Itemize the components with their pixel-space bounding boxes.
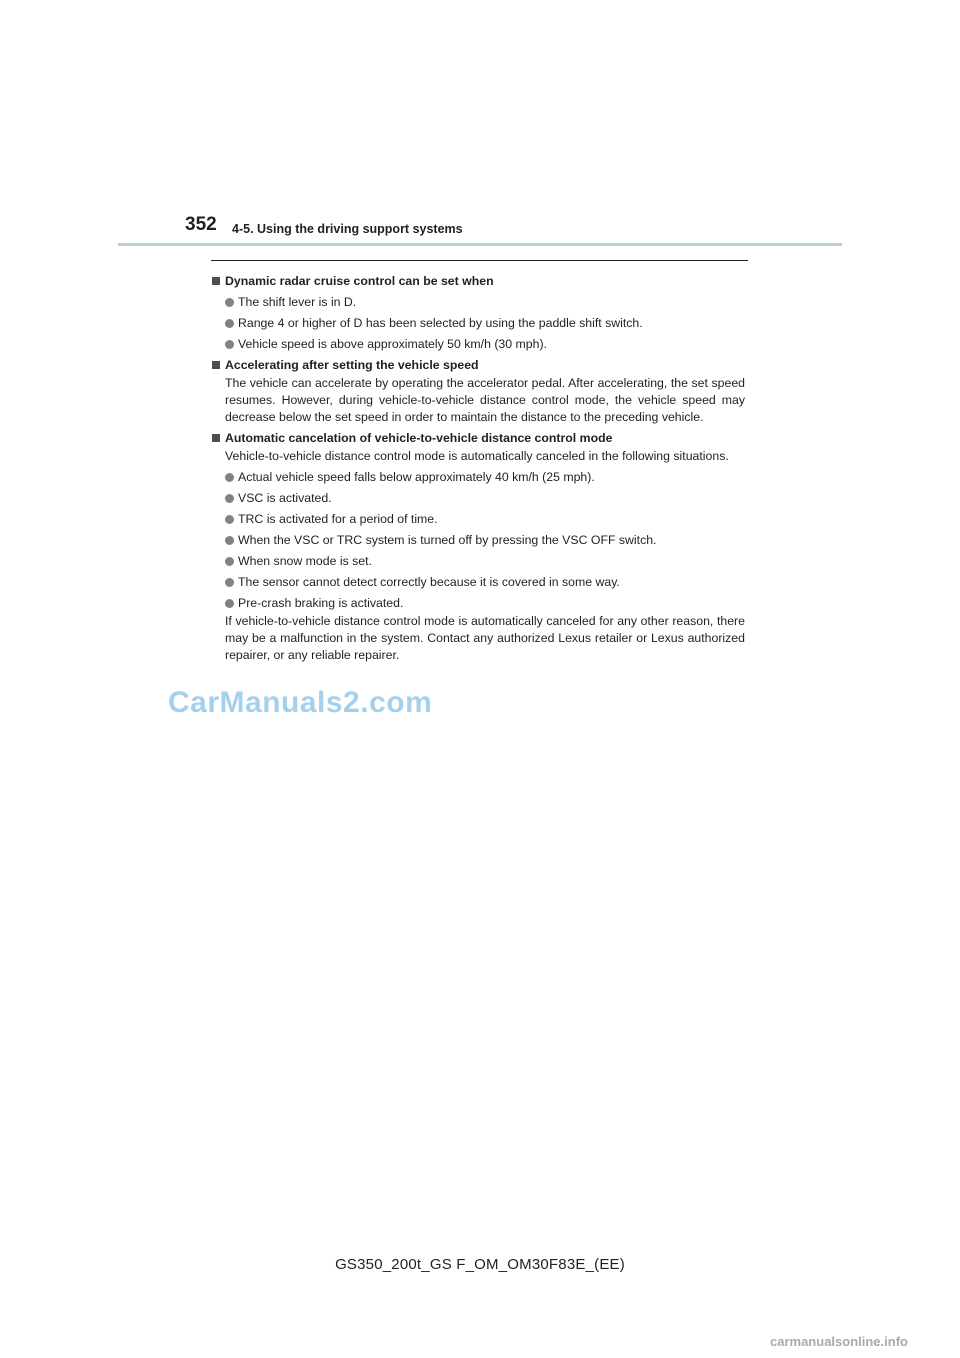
page-content — [211, 269, 745, 664]
list-item-text: The shift lever is in D. — [238, 295, 357, 309]
list-item-text: The sensor cannot detect correctly because it is covered in some way. — [238, 575, 620, 589]
circle-bullet-icon — [225, 298, 234, 307]
section-heading — [211, 357, 745, 374]
paragraph: The vehicle can accelerate by operating the accelerator pedal. After accelerating, the set speed resumes. However, during vehicle-to-vehicle distance control mode, the vehicle speed may decrease below the set speed in order to maintain the distance to the preceding vehicle. — [225, 376, 745, 424]
list-item-text: TRC is activated for a period of time. — [238, 512, 438, 526]
circle-bullet-icon — [225, 319, 234, 328]
square-bullet-icon — [212, 361, 220, 369]
heading-text: Accelerating after setting the vehicle speed — [225, 358, 479, 372]
square-bullet-icon — [212, 277, 220, 285]
section-heading — [211, 430, 745, 447]
list-item — [211, 469, 745, 486]
circle-bullet-icon — [225, 473, 234, 482]
watermark-link[interactable]: carmanualsonline.info — [770, 1334, 908, 1349]
circle-bullet-icon — [225, 494, 234, 503]
content-rule — [211, 260, 748, 261]
list-item — [211, 595, 745, 612]
circle-bullet-icon — [225, 578, 234, 587]
list-item-text: Range 4 or higher of D has been selected by using the paddle shift switch. — [238, 316, 643, 330]
list-item-text: VSC is activated. — [238, 491, 332, 505]
heading-text: Automatic cancelation of vehicle-to-vehicle distance control mode — [225, 431, 613, 445]
list-item-text: When snow mode is set. — [238, 554, 372, 568]
watermark-logo: CarManuals2.com — [168, 686, 433, 719]
list-item — [211, 511, 745, 528]
list-item — [211, 574, 745, 591]
circle-bullet-icon — [225, 340, 234, 349]
paragraph: Vehicle-to-vehicle distance control mode is automatically canceled in the following situations. — [225, 449, 729, 463]
list-item-text: Vehicle speed is above approximately 50 km/h (30 mph). — [238, 337, 547, 351]
list-item — [211, 294, 745, 311]
list-item — [211, 553, 745, 570]
circle-bullet-icon — [225, 515, 234, 524]
list-item — [211, 315, 745, 332]
page-number: 352 — [185, 214, 217, 235]
square-bullet-icon — [212, 434, 220, 442]
footer-document-code: GS350_200t_GS F_OM_OM30F83E_(EE) — [335, 1256, 625, 1273]
header-rule — [118, 243, 842, 246]
circle-bullet-icon — [225, 536, 234, 545]
list-item — [211, 490, 745, 507]
list-item — [211, 336, 745, 353]
section-heading — [211, 273, 745, 290]
list-item-text: Actual vehicle speed falls below approximately 40 km/h (25 mph). — [238, 470, 595, 484]
list-item-text: Pre-crash braking is activated. — [238, 596, 404, 610]
heading-text: Dynamic radar cruise control can be set when — [225, 274, 494, 288]
list-item-text: When the VSC or TRC system is turned off by pressing the VSC OFF switch. — [238, 533, 657, 547]
circle-bullet-icon — [225, 557, 234, 566]
section-title: 4-5. Using the driving support systems — [232, 222, 463, 236]
list-item — [211, 532, 745, 549]
paragraph: If vehicle-to-vehicle distance control mode is automatically canceled for any other reason, there may be a malfunction in the system. Contact any authorized Lexus retailer or Lexus authorized repairer, or any reliable repairer. — [225, 614, 745, 662]
circle-bullet-icon — [225, 599, 234, 608]
